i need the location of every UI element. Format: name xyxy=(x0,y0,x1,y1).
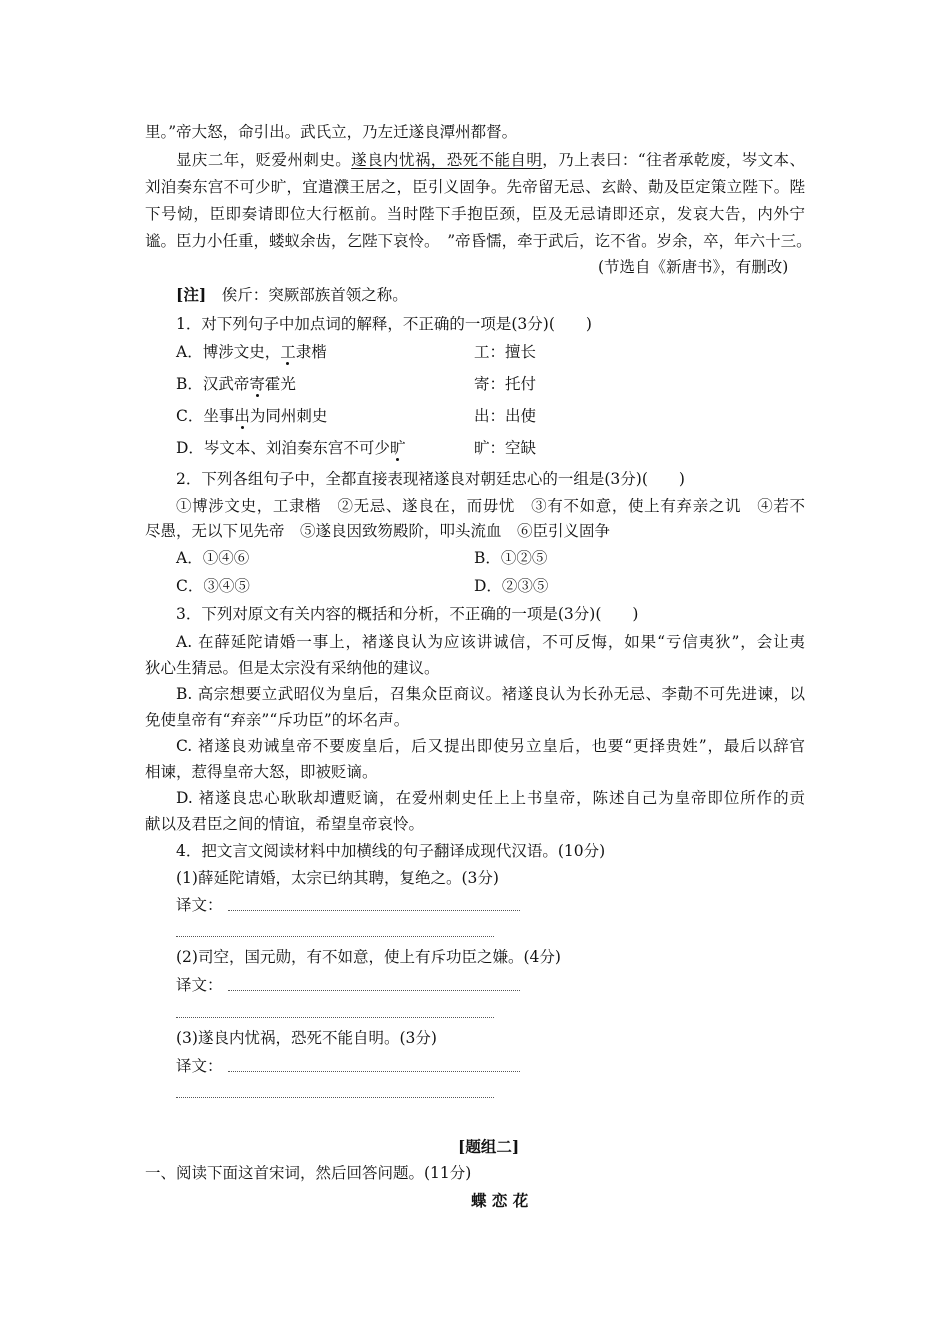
translation-label: 译文： xyxy=(176,896,223,914)
question-3-option-c: C. 褚遂良劝诫皇帝不要废皇后，后又提出即使另立皇后，也要“更择贵姓”，最后以辞官 xyxy=(176,737,805,755)
question-4-stem: 4．把文言文阅读材料中加横线的句子翻译成现代汉语。(10分) xyxy=(176,842,606,860)
answer-line[interactable] xyxy=(176,936,494,937)
question-3-option-c: 相谏，惹得皇帝大怒，即被贬谪。 xyxy=(145,763,378,781)
question-2-option-d: D．②③⑤ xyxy=(474,577,549,595)
translation-label: 译文： xyxy=(176,976,223,994)
question-2-stem: 2．下列各组句子中，全都直接表现褚遂良对朝廷忠心的一组是(3分)( ) xyxy=(176,470,685,488)
question-2-option-b: B．①②⑤ xyxy=(474,549,548,567)
answer-line[interactable] xyxy=(176,1017,494,1018)
passage-line: 里。”帝大怒，命引出。武氏立，乃左迁遂良潭州都督。 xyxy=(145,123,518,141)
question-2-items: 尽愚，无以下见先帝 ⑤遂良因致笏殿阶，叩头流血 ⑥臣引义固争 xyxy=(145,522,611,540)
translation-label: 译文： xyxy=(176,1057,223,1075)
source-citation: (节选自《新唐书》，有删改) xyxy=(598,258,789,276)
answer-line[interactable] xyxy=(228,910,520,911)
dotted-word: 工 xyxy=(280,343,296,361)
passage-line: 下号恸，臣即奏请即位大行柩前。当时陛下手抱臣颈，臣及无忌请即还京，发哀大告，内外宁 xyxy=(145,205,805,223)
question-1-option-a: A．博涉文史，工隶楷 xyxy=(176,343,327,361)
section-instruction: 一、阅读下面这首宋词，然后回答问题。(11分) xyxy=(145,1164,472,1182)
passage-line: 显庆二年，贬爱州刺史。遂良内忧祸，恐死不能自明，乃上表曰：“往者承乾废，岑文本、 xyxy=(176,151,805,169)
question-3-option-d: D. 褚遂良忠心耿耿却遭贬谪，在爱州刺史任上上书皇帝，陈述自己为皇帝即位所作的贡 xyxy=(176,789,805,807)
answer-line[interactable] xyxy=(228,1071,520,1072)
question-3-option-b: 免使皇帝有“弃亲”“斥功臣”的坏名声。 xyxy=(145,711,410,729)
question-3-option-b: B. 高宗想要立武昭仪为皇后，召集众臣商议。褚遂良认为长孙无忌、李勣不可先进谏，以 xyxy=(176,685,805,703)
passage-line: 刘洎奏东宫不可少旷，宜遣濮王居之，臣引义固争。先帝留无忌、玄龄、勣及臣定策立陛下。陛 xyxy=(145,178,805,196)
dotted-word: 旷 xyxy=(389,439,406,457)
question-3-option-a: 狄心生猜忌。但是太宗没有采纳他的建议。 xyxy=(145,659,440,677)
question-3-stem: 3．下列对原文有关内容的概括和分析，不正确的一项是(3分)( ) xyxy=(176,605,639,623)
question-1-option-a-explanation: 工：擅长 xyxy=(474,343,537,361)
question-1-option-b-explanation: 寄：托付 xyxy=(474,375,537,393)
section-heading: [题组二] xyxy=(458,1137,520,1156)
question-2-option-a: A．①④⑥ xyxy=(176,549,250,567)
question-1-option-c: C．坐事出为同州刺史 xyxy=(176,407,328,425)
question-1-option-d: D．岑文本、刘洎奏东宫不可少旷 xyxy=(176,439,406,457)
question-2-items: ①博涉文史，工隶楷 ②无忌、遂良在，而毋忧 ③有不如意，使上有弃亲之讥 ④若不 xyxy=(176,497,805,515)
dotted-word: 出 xyxy=(234,407,250,425)
question-4-sentence-1: (1)薛延陀请婚，太宗已纳其聘，复绝之。(3分) xyxy=(176,869,499,887)
question-4-sentence-3: (3)遂良内忧祸，恐死不能自明。(3分) xyxy=(176,1029,437,1047)
question-2-option-c: C．③④⑤ xyxy=(176,577,250,595)
question-4-sentence-2: (2)司空，国元勋，有不如意，使上有斥功臣之嫌。(4分) xyxy=(176,948,561,966)
note-label: [注] xyxy=(176,285,207,304)
underlined-sentence: 遂良内忧祸，恐死不能自明 xyxy=(351,151,543,169)
poem-title: 蝶 恋 花 xyxy=(471,1191,529,1210)
question-1-stem: 1．对下列句子中加点词的解释，不正确的一项是(3分)( ) xyxy=(176,315,592,333)
question-1-option-c-explanation: 出：出使 xyxy=(474,407,537,425)
answer-line[interactable] xyxy=(176,1097,494,1098)
question-3-option-a: A. 在薛延陀请婚一事上，褚遂良认为应该讲诚信，不可反悔，如果“亏信夷狄”，会让夷 xyxy=(176,633,805,651)
question-1-option-b: B．汉武帝寄霍光 xyxy=(176,375,296,393)
dotted-word: 寄 xyxy=(249,375,265,393)
question-1-option-d-explanation: 旷：空缺 xyxy=(474,439,537,457)
answer-line[interactable] xyxy=(228,990,520,991)
question-3-option-d: 献以及君臣之间的情谊，希望皇帝哀怜。 xyxy=(145,815,425,833)
annotation-note: [注] 俟斤：突厥部族首领之称。 xyxy=(176,285,408,304)
passage-line: 谧。臣力小任重，蝼蚁余齿，乞陛下哀怜。 ”帝昏懦，牵于武后，讫不省。岁余，卒，年六十三。 xyxy=(145,232,812,250)
